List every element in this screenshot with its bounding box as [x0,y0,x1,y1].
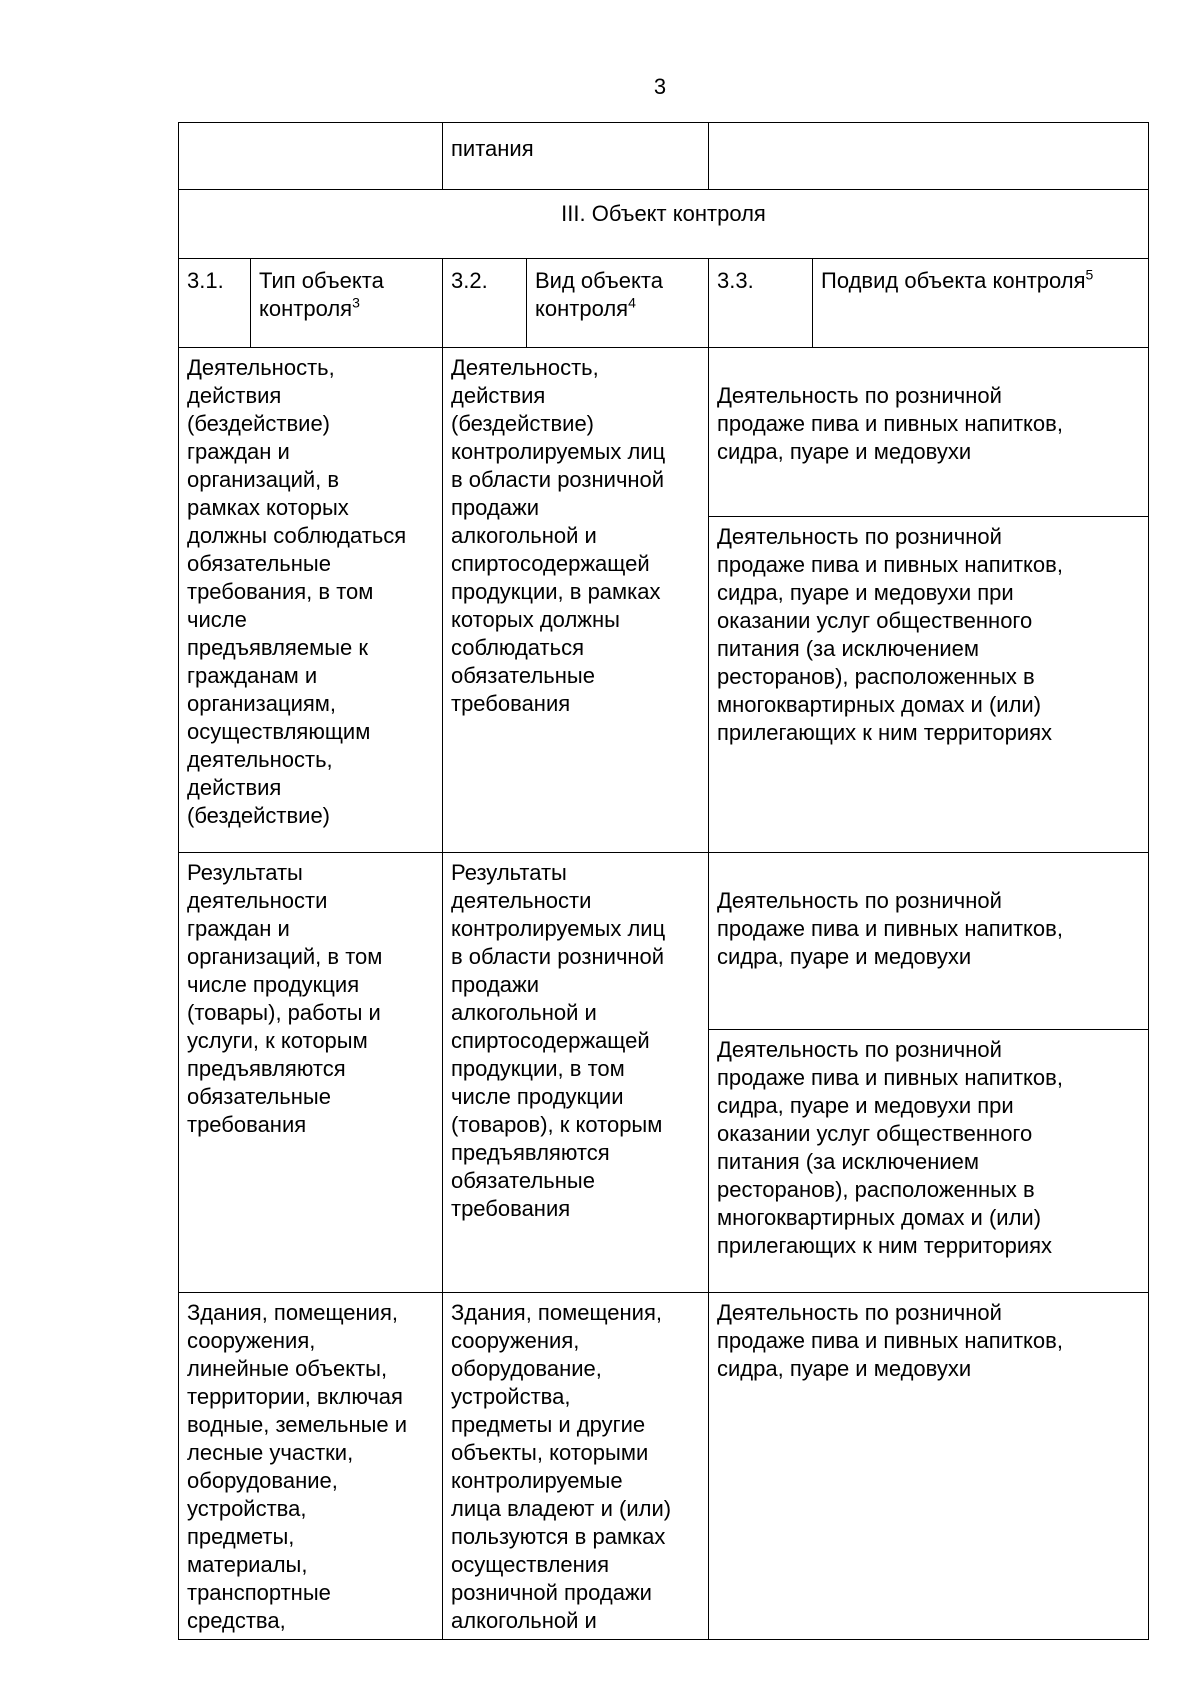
empty-cell [709,123,1149,190]
footnote-mark: 4 [628,294,636,311]
header-label: Подвид объекта контроля$^5$ [813,259,1149,348]
header-label: Вид объекта контроля$^4$ [527,259,709,348]
object-type-cell: Здания, помещения, сооружения, линейные объекты, территории, включая водные, земельные и лесные участки, оборудование, устройства, предметы, материалы, транспортные средства, [179,1293,443,1640]
header-number: 3.2. [443,259,527,348]
subkind-item: Деятельность по розничной продаже пива и пивных напитков, сидра, пуаре и медовухи [717,888,1063,969]
control-object-table [178,122,1149,1640]
object-subkind-cell: Деятельность по розничной продаже пива и пивных напитков, сидра, пуаре и медовухи [709,1293,1149,1640]
footnote-mark: 5 [1085,266,1094,283]
footnote-mark: 3 [352,294,360,311]
table-row [179,1293,1149,1640]
table-cell: питания [443,123,709,190]
subkind-item: Деятельность по розничной продаже пива и пивных напитков, сидра, пуаре и медовухи [717,383,1063,464]
object-subkind-cell [709,853,1149,1293]
subkind-item: Деятельность по розничной продаже пива и пивных напитков, сидра, пуаре и медовухи при оказании услуг общественного питания (за исключением ресторанов), расположенных в многоквартирных домах и (или) прилегающих к ним территориях [709,1029,1148,1264]
table-row [179,123,1149,190]
header-row [179,259,1149,348]
object-subkind-cell [709,348,1149,853]
page-number: 3 [653,74,667,99]
empty-cell [179,123,443,190]
object-kind-cell: Деятельность, действия (бездействие) контролируемых лиц в области розничной продажи алкогольной и спиртосодержащей продукции, в рамках которых должны соблюдаться обязательные требования [443,348,709,853]
table-row [179,853,1149,1293]
object-type-cell: Деятельность, действия (бездействие) граждан и организаций, в рамках которых должны соблюдаться обязательные требования, в том числе предъявляемые к гражданам и организациям, осуществляющим деятельность, действия (бездействие) [179,348,443,853]
header-number: 3.3. [709,259,813,348]
section-title: III. Объект контроля [179,190,1149,259]
table-row [179,348,1149,853]
object-kind-cell: Результаты деятельности контролируемых лиц в области розничной продажи алкогольной и спиртосодержащей продукции, в том числе продукции (товаров), к которым предъявляются обязательные требования [443,853,709,1293]
header-label: Тип объекта контроля$^3$ [251,259,443,348]
object-type-cell: Результаты деятельности граждан и организаций, в том числе продукция (товары), работы и услуги, к которым предъявляются обязательные требования [179,853,443,1293]
object-kind-cell: Здания, помещения, сооружения, оборудование, устройства, предметы и другие объекты, которыми контролируемые лица владеют и (или) пользуются в рамках осуществления розничной продажи алкогольной и [443,1293,709,1640]
section-row [179,190,1149,259]
subkind-item: Деятельность по розничной продаже пива и пивных напитков, сидра, пуаре и медовухи при оказании услуг общественного питания (за исключением ресторанов), расположенных в многоквартирных домах и (или) прилегающих к ним территориях [709,516,1148,751]
header-number: 3.1. [179,259,251,348]
